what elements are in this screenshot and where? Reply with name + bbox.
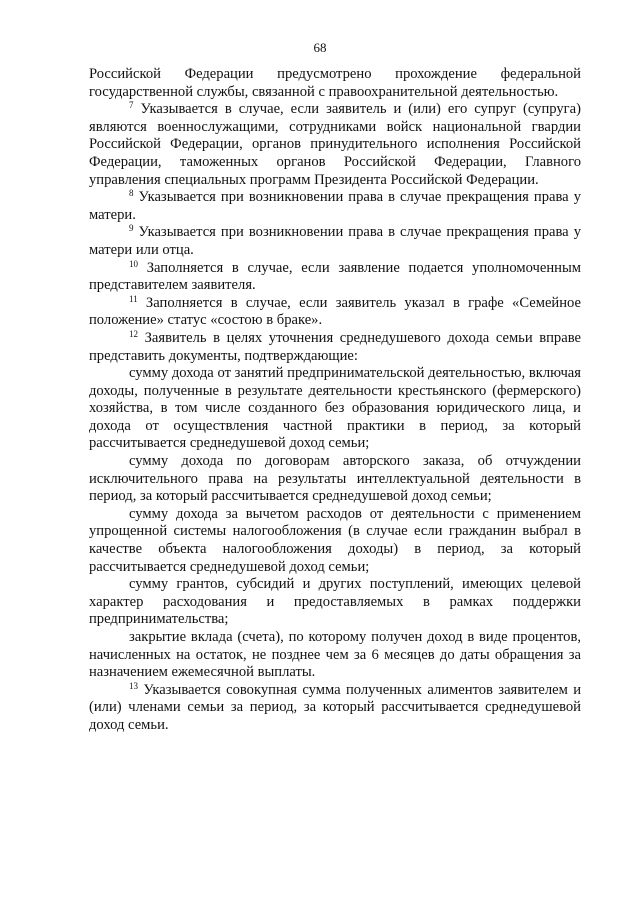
footnote-marker: 11	[129, 293, 138, 304]
page-number: 68	[313, 40, 327, 55]
footnote-13	[89, 682, 581, 735]
footnote-text: Указывается совокупная сумма полученных алиментов заявителем и (или) членами семьи за период, за который рассчитывается среднедушевой доход семьи.	[89, 681, 581, 733]
paragraph-text: сумму дохода по договорам авторского заказа, об отчуждении исключительного права на результаты интеллектуальной деятельности в период, за который рассчитывается среднедушевой доход семьи;	[89, 453, 581, 505]
footnote-8	[89, 189, 581, 224]
paragraph-text: Российской Федерации предусмотрено прохождение федеральной государственной службы, связанной с правоохранительной деятельностью.	[89, 66, 581, 100]
list-item-author-contracts	[89, 453, 581, 506]
footnote-text: Заполняется в случае, если заявитель указал в графе «Семейное положение» статус «состою в браке».	[89, 294, 581, 329]
document-body	[89, 66, 581, 735]
footnote-marker: 7	[129, 100, 134, 111]
list-item-business-income	[89, 365, 581, 453]
footnote-text: Указывается в случае, если заявитель и (или) его супруг (супруга) являются военнослужащими, сотрудниками войск национальной гвардии Российской Федерации, органов принудительного исполнения Российской Федерации, таможенных органов Российской Федерации, Главного управления специальных программ Президента Российской Федерации.	[89, 101, 581, 188]
footnote-marker: 13	[129, 680, 138, 691]
paragraph-text: сумму дохода за вычетом расходов от деятельности с применением упрощенной системы налогообложения (в случае если гражданин выбрал в качестве объекта налогообложения доходы) в период, за который рассчитывается среднедушевой доход семьи;	[89, 505, 581, 575]
footnote-marker: 12	[129, 328, 138, 339]
footnote-marker: 10	[129, 258, 138, 269]
footnote-text: Заявитель в целях уточнения среднедушевого дохода семьи вправе представить документы, подтверждающие:	[89, 329, 581, 364]
footnote-10	[89, 260, 581, 295]
footnote-12	[89, 330, 581, 365]
paragraph-continuation	[89, 66, 581, 101]
footnote-text: Указывается при возникновении права в случае прекращения права у матери.	[89, 189, 581, 223]
list-item-grants	[89, 576, 581, 629]
paragraph-text: сумму грантов, субсидий и других поступлений, имеющих целевой характер расходования и предоставляемых в рамках поддержки предпринимательства;	[89, 576, 581, 628]
footnote-text: Указывается при возникновении права в случае прекращения права у матери или отца.	[89, 224, 581, 258]
footnote-marker: 8	[129, 188, 134, 199]
footnote-9	[89, 224, 581, 259]
footnote-11	[89, 295, 581, 330]
footnote-text: Заполняется в случае, если заявление подается уполномоченным представителем заявителя.	[89, 259, 581, 294]
footnote-marker: 9	[129, 223, 134, 234]
paragraph-text: закрытие вклада (счета), по которому получен доход в виде процентов, начисленных на остаток, не позднее чем за 6 месяцев до даты обращения за назначением ежемесячной выплаты.	[89, 629, 581, 681]
footnote-7	[89, 101, 581, 189]
list-item-simplified-tax	[89, 506, 581, 576]
paragraph-text: сумму дохода от занятий предпринимательской деятельностью, включая доходы, полученные в результате деятельности крестьянского (фермерского) хозяйства, в том числе созданного без образования юридического лица, и дохода от осуществления частной практики в период, за который рассчитывается среднедушевой доход семьи;	[89, 365, 581, 452]
list-item-deposit-closure	[89, 629, 581, 682]
